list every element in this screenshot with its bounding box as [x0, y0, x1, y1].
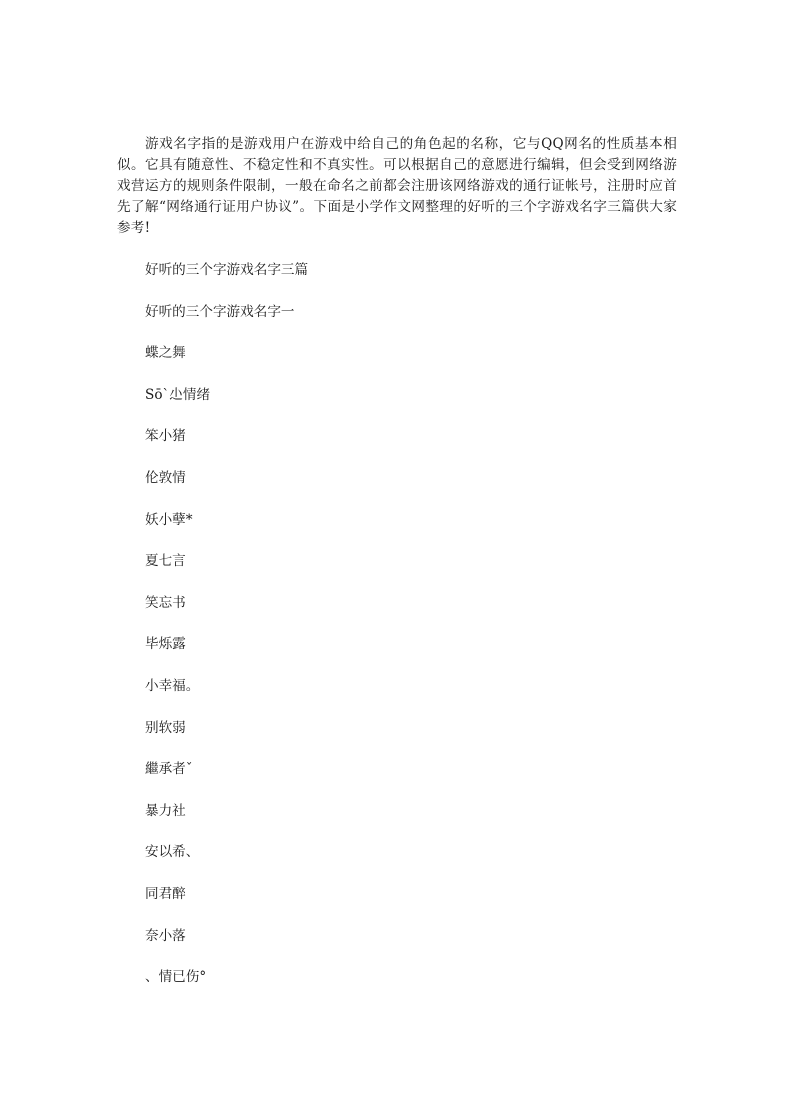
list-item: 小幸福。 [145, 677, 200, 694]
list-item: 笨小猪 [145, 428, 186, 445]
list-item: 笑忘书 [145, 594, 186, 611]
list-item: 妖小孽* [145, 511, 193, 528]
list-item: 、情已伤° [145, 969, 207, 986]
list-item: Sō`尐情绪 [145, 386, 211, 403]
section-heading: 好听的三个字游戏名字一 [145, 303, 295, 320]
list-item: 同君醉 [145, 885, 186, 902]
list-item: 夏七言 [145, 553, 186, 570]
list-item: 安以希、 [145, 844, 200, 861]
document-title: 好听的三个字游戏名字三篇 [145, 262, 309, 278]
list-item: 伦敦情 [145, 469, 186, 486]
content-list [145, 260, 308, 1009]
document-page [117, 134, 677, 986]
list-item: 暴力社 [145, 802, 186, 819]
list-item: 别软弱 [145, 719, 186, 736]
intro-paragraph: 游戏名字指的是游戏用户在游戏中给自己的角色起的名称，它与QQ网名的性质基本相似。它具有随意性、不稳定性和不真实性。可以根据自己的意愿进行编辑，但会受到网络游戏营运方的规则条件限制，一般在命名之前都会注册该网络游戏的通行证帐号，注册时应首先了解“网络通行证用户协议”。下面是小学作文网整理的好听的三个字游戏名字三篇供大家参考! [117, 136, 677, 236]
list-item: 蝶之舞 [145, 345, 186, 362]
list-item: 繼承者ˇ [145, 761, 193, 778]
list-item: 奈小落 [145, 927, 186, 944]
list-item: 毕烁露 [145, 636, 186, 653]
